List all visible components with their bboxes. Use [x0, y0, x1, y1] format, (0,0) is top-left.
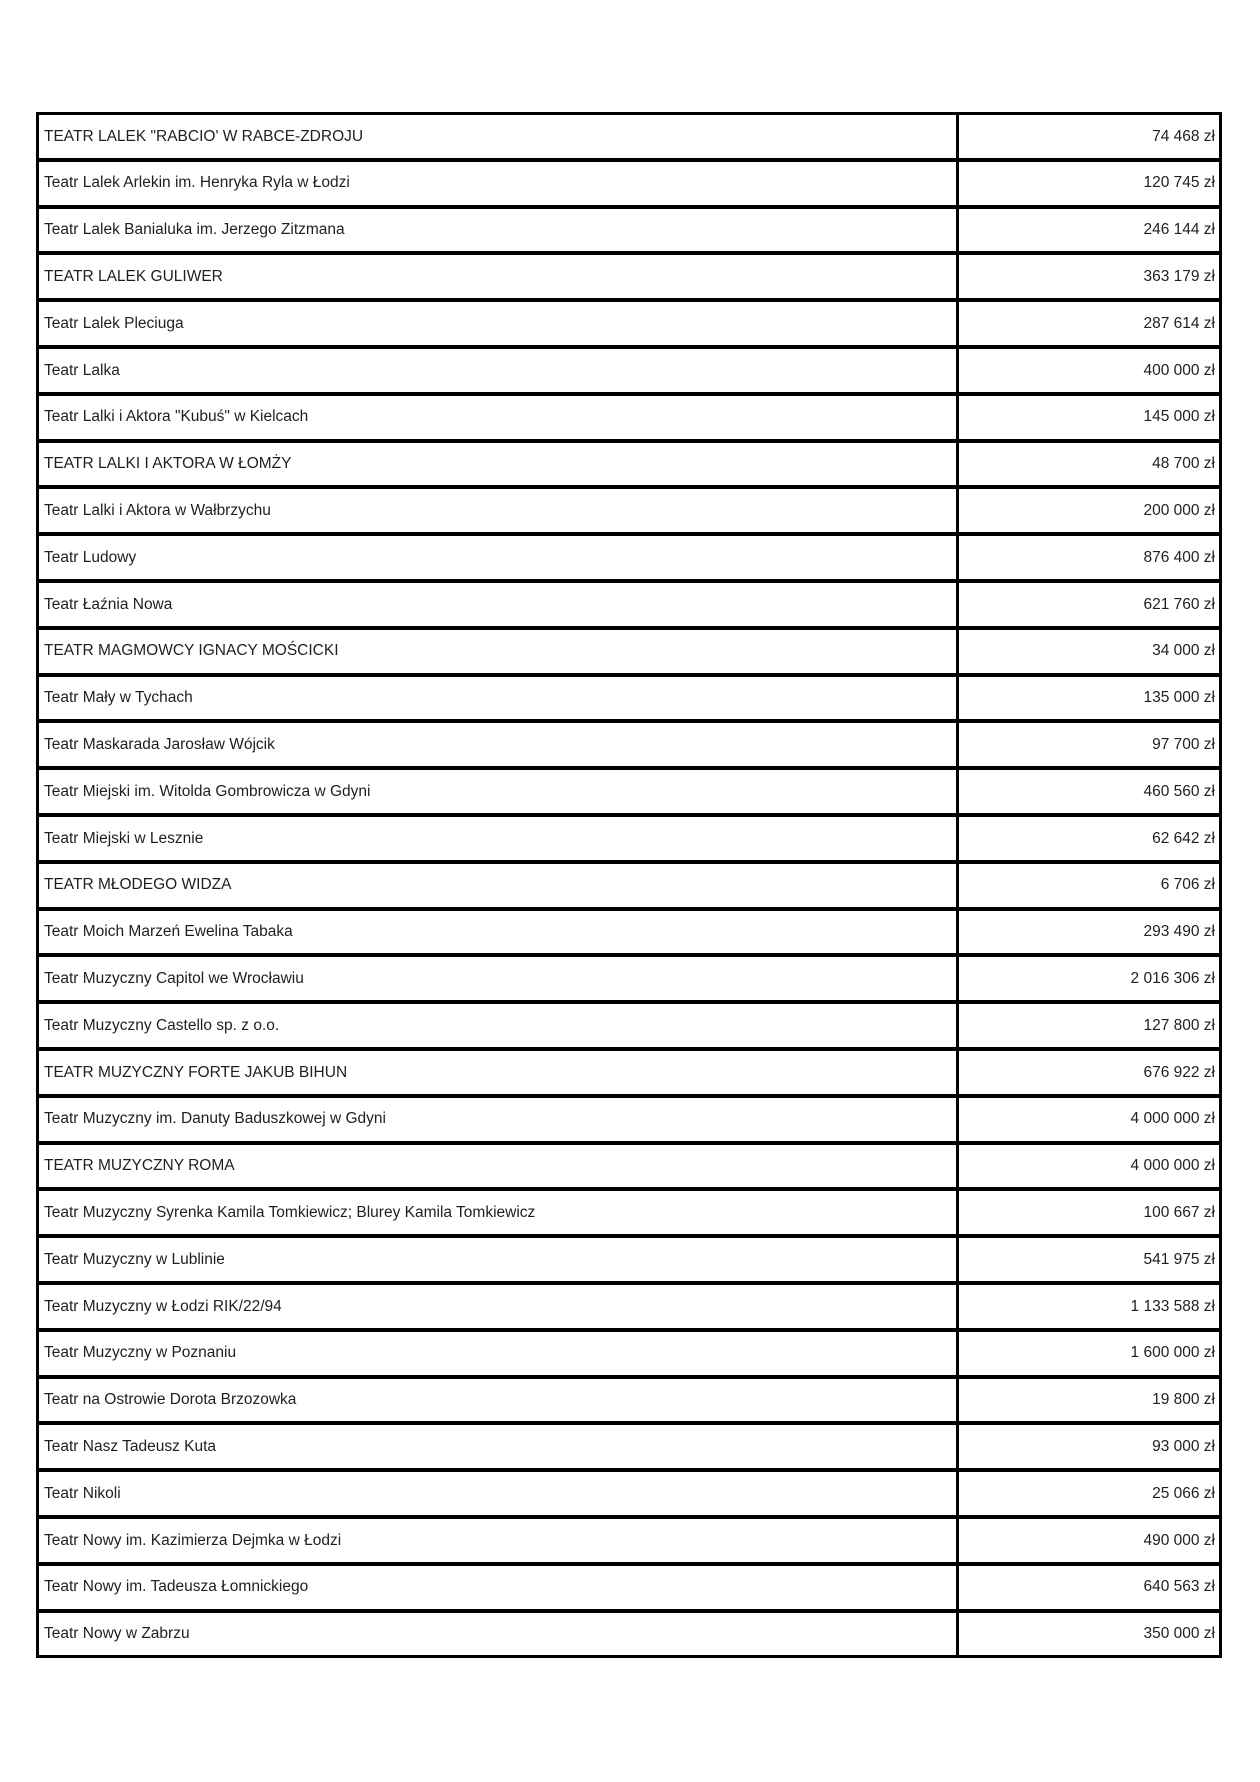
funding-amount-cell: 350 000 zł	[956, 1613, 1219, 1656]
funding-amount-cell: 74 468 zł	[956, 115, 1219, 158]
table-row	[39, 1425, 1219, 1472]
funding-amount-cell: 1 133 588 zł	[956, 1285, 1219, 1328]
table-row	[39, 1379, 1219, 1426]
theater-name-cell: Teatr Lalek Arlekin im. Henryka Ryla w Łodzi	[44, 174, 350, 192]
theater-name-cell: TEATR LALKI I AKTORA W ŁOMŻY	[44, 455, 292, 473]
theater-name-cell: Teatr Nowy im. Tadeusza Łomnickiego	[44, 1578, 309, 1596]
theater-name-cell: Teatr na Ostrowie Dorota Brzozowka	[44, 1391, 297, 1409]
funding-amount-cell: 127 800 zł	[956, 1004, 1219, 1047]
theater-name-cell: Teatr Ludowy	[44, 548, 137, 566]
funding-amount-cell: 34 000 zł	[956, 630, 1219, 673]
funding-amount-cell: 120 745 zł	[956, 162, 1219, 205]
table-row	[39, 115, 1219, 162]
theater-name-cell: TEATR MUZYCZNY ROMA	[44, 1157, 235, 1175]
table-row	[39, 255, 1219, 302]
theater-name-cell: Teatr Muzyczny w Łodzi RIK/22/94	[44, 1297, 282, 1315]
funding-amount-cell: 460 560 zł	[956, 770, 1219, 813]
funding-amount-cell: 19 800 zł	[956, 1379, 1219, 1422]
theater-name-cell: Teatr Nasz Tadeusz Kuta	[44, 1437, 217, 1455]
table-row	[39, 770, 1219, 817]
table-row	[39, 583, 1219, 630]
table-row	[39, 1332, 1219, 1379]
theater-name-cell: Teatr Muzyczny w Lublinie	[44, 1250, 225, 1268]
theater-name-cell: TEATR MAGMOWCY IGNACY MOŚCICKI	[44, 642, 339, 660]
theater-name-cell: Teatr Lalka	[44, 361, 120, 379]
theater-name-cell: Teatr Miejski w Lesznie	[44, 829, 204, 847]
funding-amount-cell: 145 000 zł	[956, 396, 1219, 439]
table-row	[39, 209, 1219, 256]
table-row	[39, 1098, 1219, 1145]
funding-amount-cell: 135 000 zł	[956, 677, 1219, 720]
theater-name-cell: Teatr Moich Marzeń Ewelina Tabaka	[44, 923, 293, 941]
theater-name-cell: Teatr Lalki i Aktora w Wałbrzychu	[44, 502, 271, 520]
funding-amount-cell: 93 000 zł	[956, 1425, 1219, 1468]
table-row	[39, 1145, 1219, 1192]
theater-name-cell: Teatr Muzyczny Castello sp. z o.o.	[44, 1016, 280, 1034]
theater-name-cell: Teatr Maskarada Jarosław Wójcik	[44, 736, 275, 753]
table-row	[39, 302, 1219, 349]
theater-name-cell: Teatr Lalek Pleciuga	[44, 314, 184, 332]
table-row	[39, 1004, 1219, 1051]
funding-amount-cell: 25 066 zł	[956, 1472, 1219, 1515]
funding-amount-cell: 1 600 000 zł	[956, 1332, 1219, 1375]
theater-name-cell: Teatr Nowy im. Kazimierza Dejmka w Łodzi	[44, 1531, 342, 1549]
table-row	[39, 957, 1219, 1004]
theater-name-cell: TEATR LALEK "RABCIO' W RABCE-ZDROJU	[44, 127, 364, 145]
funding-amount-cell: 541 975 zł	[956, 1238, 1219, 1281]
theater-name-cell: Teatr Muzyczny Syrenka Kamila Tomkiewicz; Blurey Kamila Tomkiewicz	[44, 1203, 536, 1221]
table-row	[39, 1285, 1219, 1332]
table-row	[39, 396, 1219, 443]
table-row	[39, 162, 1219, 209]
table-row	[39, 1613, 1219, 1656]
table-row	[39, 536, 1219, 583]
theater-name-cell: Teatr Nikoli	[44, 1484, 121, 1502]
theater-name-cell: Teatr Mały w Tychach	[44, 689, 193, 707]
theater-name-cell: Teatr Lalek Banialuka im. Jerzego Zitzmana	[44, 221, 345, 239]
funding-amount-cell: 287 614 zł	[956, 302, 1219, 345]
funding-amount-cell: 676 922 zł	[956, 1051, 1219, 1094]
funding-amount-cell: 6 706 zł	[956, 864, 1219, 907]
table-row	[39, 1519, 1219, 1566]
theater-name-cell: Teatr Muzyczny w Poznaniu	[44, 1344, 237, 1362]
table-row	[39, 1472, 1219, 1519]
funding-amount-cell: 48 700 zł	[956, 443, 1219, 486]
funding-amount-cell: 4 000 000 zł	[956, 1145, 1219, 1188]
table-row	[39, 723, 1219, 770]
table-row	[39, 1566, 1219, 1613]
funding-amount-cell: 4 000 000 zł	[956, 1098, 1219, 1141]
table-row	[39, 630, 1219, 677]
funding-amount-cell: 2 016 306 zł	[956, 957, 1219, 1000]
table-row	[39, 1051, 1219, 1098]
funding-amount-cell: 293 490 zł	[956, 911, 1219, 954]
funding-amount-cell: 62 642 zł	[956, 817, 1219, 860]
funding-amount-cell: 200 000 zł	[956, 489, 1219, 532]
table-row	[39, 1191, 1219, 1238]
funding-amount-cell: 490 000 zł	[956, 1519, 1219, 1562]
table-row	[39, 443, 1219, 490]
table-row	[39, 817, 1219, 864]
theater-name-cell: Teatr Nowy w Zabrzu	[44, 1625, 190, 1643]
table-row	[39, 489, 1219, 536]
table-row	[39, 1238, 1219, 1285]
table-row	[39, 677, 1219, 724]
funding-amount-cell: 621 760 zł	[956, 583, 1219, 626]
funding-amount-cell: 246 144 zł	[956, 209, 1219, 252]
table-row	[39, 864, 1219, 911]
theater-name-cell: TEATR MUZYCZNY FORTE JAKUB BIHUN	[44, 1063, 348, 1081]
theater-name-cell: TEATR MŁODEGO WIDZA	[44, 876, 232, 894]
funding-amount-cell: 97 700 zł	[956, 723, 1219, 766]
funding-table	[36, 112, 1222, 1658]
funding-amount-cell: 100 667 zł	[956, 1191, 1219, 1234]
table-row	[39, 349, 1219, 396]
theater-name-cell: TEATR LALEK GULIWER	[44, 268, 223, 286]
funding-amount-cell: 640 563 zł	[956, 1566, 1219, 1609]
funding-amount-cell: 876 400 zł	[956, 536, 1219, 579]
theater-name-cell: Teatr Muzyczny im. Danuty Baduszkowej w Gdyni	[44, 1110, 386, 1128]
theater-name-cell: Teatr Łaźnia Nowa	[44, 595, 173, 613]
table-row	[39, 911, 1219, 958]
funding-amount-cell: 400 000 zł	[956, 349, 1219, 392]
theater-name-cell: Teatr Muzyczny Capitol we Wrocławiu	[44, 969, 304, 987]
theater-name-cell: Teatr Lalki i Aktora "Kubuś" w Kielcach	[44, 408, 309, 426]
funding-amount-cell: 363 179 zł	[956, 255, 1219, 298]
theater-name-cell: Teatr Miejski im. Witolda Gombrowicza w Gdyni	[44, 782, 371, 800]
